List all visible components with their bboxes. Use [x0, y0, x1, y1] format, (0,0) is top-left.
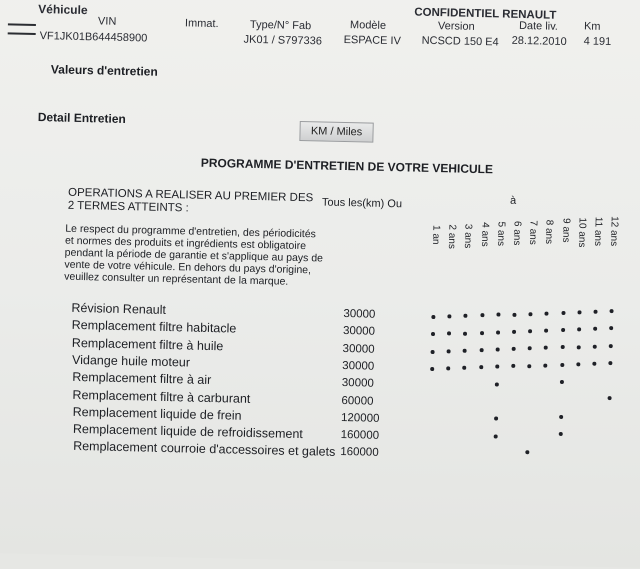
schedule-dot [544, 346, 548, 350]
year-header: 5 ans [494, 221, 507, 247]
row-km: 160000 [340, 446, 379, 460]
val-km: 4 191 [583, 35, 612, 49]
row-label: Remplacement filtre à air [72, 370, 212, 388]
col-version: Version [437, 20, 475, 33]
detail-title: Detail Entretien [37, 110, 126, 127]
schedule-dot [479, 348, 483, 352]
schedule-dot [495, 347, 499, 351]
row-label: Remplacement filtre habitacle [71, 318, 237, 336]
schedule-dot [431, 332, 435, 336]
year-header: 7 ans [527, 219, 539, 245]
year-header: 3 ans [462, 223, 474, 249]
schedule-dot [512, 330, 516, 334]
schedule-dot [430, 367, 434, 371]
schedule-dot [609, 344, 613, 348]
schedule-dot [480, 331, 484, 335]
schedule-dot [447, 349, 451, 353]
schedule-dot [463, 331, 467, 335]
schedule-dot [558, 432, 562, 436]
vehicle-label: Véhicule [38, 2, 88, 18]
schedule-dot [529, 312, 533, 316]
operations-header: OPERATIONS A REALISER AU PREMIER DES 2 TERMES ATTEINTS : [67, 186, 314, 215]
schedule-dot [610, 309, 614, 313]
schedule-dot [528, 329, 532, 333]
schedule-dot [494, 417, 498, 421]
valeurs-title: Valeurs d'entretien [50, 62, 158, 79]
row-label: Remplacement liquide de refroidissement [72, 422, 304, 442]
schedule-dot [463, 366, 467, 370]
schedule-dot [496, 313, 500, 317]
val-type: JK01 / S797336 [243, 33, 323, 48]
year-header: 1 an [430, 224, 442, 245]
left-dash-2 [8, 32, 36, 35]
row-label: Remplacement filtre à carburant [72, 387, 251, 406]
year-header: 10 ans [575, 217, 588, 248]
year-header: 6 ans [511, 220, 523, 246]
row-label: Révision Renault [71, 300, 167, 317]
schedule-dot [544, 363, 548, 367]
col-immat: Immat. [184, 17, 219, 31]
schedule-dot [528, 346, 532, 350]
row-label: Remplacement courroie d'accessoires et galets [72, 439, 336, 460]
schedule-dot [544, 329, 548, 333]
schedule-dot [559, 415, 563, 419]
val-modele: ESPACE IV [343, 33, 402, 48]
year-header: 2 ans [446, 224, 458, 249]
schedule-dot [577, 328, 581, 332]
schedule-dot [493, 434, 497, 438]
schedule-dot [463, 349, 467, 353]
row-km: 30000 [343, 308, 376, 321]
schedule-dot [560, 363, 564, 367]
row-km: 120000 [340, 411, 380, 425]
schedule-dot [545, 311, 549, 315]
val-dateliv: 28.12.2010 [511, 34, 567, 49]
schedule-dot [561, 328, 565, 332]
schedule-dot [431, 350, 435, 354]
col-vin: VIN [97, 15, 117, 28]
schedule-dot [447, 332, 451, 336]
year-header: 11 ans [592, 216, 604, 247]
schedule-dot [495, 382, 499, 386]
tous-les-header: Tous les(km) Ou [321, 196, 403, 211]
schedule-dot [512, 312, 516, 316]
col-type: Type/N° Fab [249, 18, 312, 33]
left-dash-1 [8, 23, 36, 26]
schedule-dot [448, 314, 452, 318]
schedule-dot [609, 326, 613, 330]
schedule-dot [560, 345, 564, 349]
year-header: 9 ans [559, 218, 572, 244]
schedule-dot [511, 364, 515, 368]
confidential-label: CONFIDENTIEL RENAULT [414, 6, 557, 22]
a-header: à [509, 194, 517, 207]
intro-paragraph: Le respect du programme d'entretien, des périodicités et normes des produits et ingrédients est obligatoire pendant la période de garantie et s'applique au pays de vente de votre véhicule. En dehors du pays d'origine, veuillez consulter un représentant de la marque. [64, 222, 324, 288]
schedule-dot [525, 450, 529, 454]
schedule-dot [480, 313, 484, 317]
schedule-dot [495, 365, 499, 369]
col-dateliv: Date liv. [518, 19, 559, 33]
col-km: Km [583, 20, 601, 33]
row-km: 30000 [341, 377, 374, 390]
schedule-dot [464, 314, 468, 318]
row-km: 30000 [342, 342, 375, 356]
schedule-dot [479, 365, 483, 369]
schedule-dot [577, 310, 581, 314]
year-header: 8 ans [543, 219, 556, 244]
schedule-dot [561, 311, 565, 315]
row-km: 30000 [342, 359, 375, 373]
schedule-dot [576, 362, 580, 366]
schedule-dot [608, 396, 612, 400]
val-vin: VF1JK01B644458900 [39, 30, 148, 45]
km-miles-button[interactable]: KM / Miles [299, 121, 373, 143]
row-label: Remplacement liquide de frein [72, 404, 242, 423]
schedule-dot [527, 364, 531, 368]
schedule-dot [446, 366, 450, 370]
schedule-dot [496, 330, 500, 334]
programme-title: PROGRAMME D'ENTRETIEN DE VOTRE VEHICULE [200, 155, 494, 177]
year-header: 12 ans [608, 215, 620, 247]
year-header: 4 ans [478, 222, 491, 248]
schedule-dot [559, 380, 563, 384]
row-km: 160000 [340, 429, 380, 442]
col-modele: Modèle [349, 19, 387, 32]
val-version: NCSCD 150 E4 [421, 34, 499, 49]
schedule-dot [593, 310, 597, 314]
schedule-dot [593, 327, 597, 331]
schedule-dot [576, 345, 580, 349]
schedule-dot [431, 315, 435, 319]
schedule-dot [609, 361, 613, 365]
row-label: Remplacement filtre à huile [71, 335, 224, 353]
schedule-dot [512, 347, 516, 351]
row-km: 60000 [341, 394, 374, 408]
schedule-dot [592, 362, 596, 366]
row-label: Vidange huile moteur [71, 352, 191, 370]
row-km: 30000 [342, 325, 376, 339]
schedule-dot [593, 344, 597, 348]
